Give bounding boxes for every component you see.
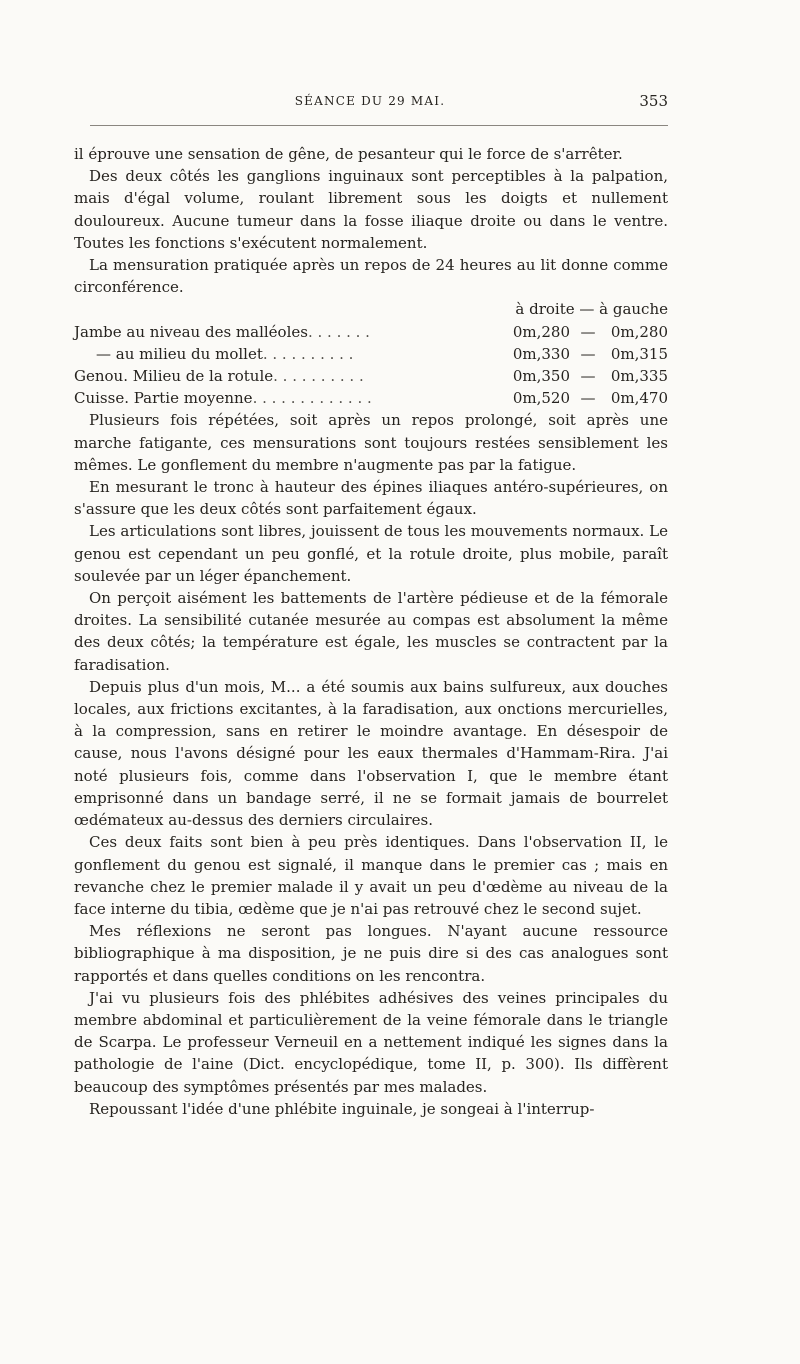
- paragraph: Ces deux faits sont bien à peu près identiques. Dans l'observation II, le gonflement du genou est signalé, il manque dans le premier cas ; mais en revanche chez le premier malade il y avait un peu d'œdème au niveau de la face interne du tibia, œdème que je n'ai pas retrouvé chez le second sujet.: [74, 833, 668, 918]
- right-value: 0m,350: [512, 367, 570, 386]
- table-row: [74, 365, 668, 387]
- paragraph: La mensuration pratiquée après un repos de 24 heures au lit donne comme circonférence.: [74, 256, 668, 297]
- separator: —: [580, 322, 596, 341]
- row-label: Cuisse. Partie moyenne: [74, 389, 253, 408]
- separator: —: [580, 344, 596, 363]
- table-header-row: [74, 298, 668, 320]
- right-value: 0m,330: [512, 344, 570, 363]
- leader-dots: . . . . . . .: [307, 322, 370, 341]
- row-label: Jambe au niveau des malléoles: [74, 322, 308, 341]
- paragraph: J'ai vu plusieurs fois des phlébites adhésives des veines principales du membre abdominal et particulièrement de la veine fémorale dans le triangle de Scarpa. Le professeur Verneuil en a nettement indiqué les signes dans la pathologie de l'aine (Dict. encyclopédique, tome II, p. 300). Ils diffèrent beaucoup des symptômes présentés par mes malades.: [74, 988, 668, 1096]
- leader-dots: . . . . . . . . . .: [273, 367, 364, 386]
- measurement-table: [74, 298, 668, 409]
- paragraph: il éprouve une sensation de gêne, de pesanteur qui le force de s'arrêter.: [74, 145, 623, 163]
- left-value: 0m,315: [610, 344, 668, 363]
- left-value: 0m,470: [610, 389, 668, 408]
- leader-dots: . . . . . . . . . . . . .: [252, 389, 372, 408]
- left-value: 0m,280: [610, 322, 668, 341]
- paragraph: Les articulations sont libres, jouissent de tous les mouvements normaux. Le genou est cependant un peu gonflé, et la rotule droite, plus mobile, paraît soulevée par un léger épanchement.: [74, 522, 668, 585]
- header-rule: [90, 125, 668, 126]
- row-label: Genou. Milieu de la rotule: [74, 367, 274, 386]
- column-header: à droite — à gauche: [515, 300, 668, 319]
- table-row: [74, 321, 668, 343]
- row-label: — au milieu du mollet: [96, 344, 263, 363]
- page-header: [72, 86, 668, 114]
- paragraph: Repoussant l'idée d'une phlébite inguinale, je songeai à l'interrup-: [89, 1099, 595, 1118]
- paragraph: Des deux côtés les ganglions inguinaux sont perceptibles à la palpation, mais d'égal volume, roulant librement sous les doigts et nullement douloureux. Aucune tumeur dans la fosse iliaque droite ou dans le ventre. Toutes les fonctions s'exécutent normalement.: [74, 167, 668, 252]
- paragraph: En mesurant le tronc à hauteur des épines iliaques antéro-supérieures, on s'assure que les deux côtés sont parfaitement égaux.: [74, 478, 668, 519]
- table-row: [74, 343, 668, 365]
- paragraph: Plusieurs fois répétées, soit après un repos prolongé, soit après une marche fatigante, ces mensurations sont toujours restées sensiblement les mêmes. Le gonflement du membre n'augmente pas par la fatigue.: [74, 411, 668, 474]
- paragraph: On perçoit aisément les battements de l'artère pédieuse et de la fémorale droites. La sensibilité cutanée mesurée au compas est absolument la même des deux côtés; la température est égale, les muscles se contractent par la faradisation.: [74, 589, 668, 674]
- right-value: 0m,520: [512, 389, 570, 408]
- leader-dots: . . . . . . . . . .: [262, 344, 354, 363]
- separator: —: [580, 367, 596, 386]
- page-number: 353: [639, 92, 668, 110]
- paragraph: Mes réflexions ne seront pas longues. N'ayant aucune ressource bibliographique à ma disposition, je ne puis dire si des cas analogues sont rapportés et dans quelles conditions on les rencontra.: [74, 922, 668, 985]
- running-head: SÉANCE DU 29 MAI.: [294, 94, 446, 108]
- paragraph: Depuis plus d'un mois, M... a été soumis aux bains sulfureux, aux douches locales, aux frictions excitantes, à la faradisation, aux onctions mercurielles, à la compression, sans en retirer le moindre avantage. En désespoir de cause, nous l'avons désigné pour les eaux thermales d'Hammam-Rira. J'ai noté plusieurs fois, comme dans l'observation I, que le membre étant emprisonné dans un bandage serré, il ne se formait jamais de bourrelet œdémateux au-dessus des derniers circulaires.: [74, 677, 668, 830]
- body-text: [74, 143, 668, 1120]
- table-row: [74, 387, 668, 409]
- left-value: 0m,335: [610, 367, 668, 386]
- right-value: 0m,280: [512, 322, 570, 341]
- separator: —: [580, 389, 596, 408]
